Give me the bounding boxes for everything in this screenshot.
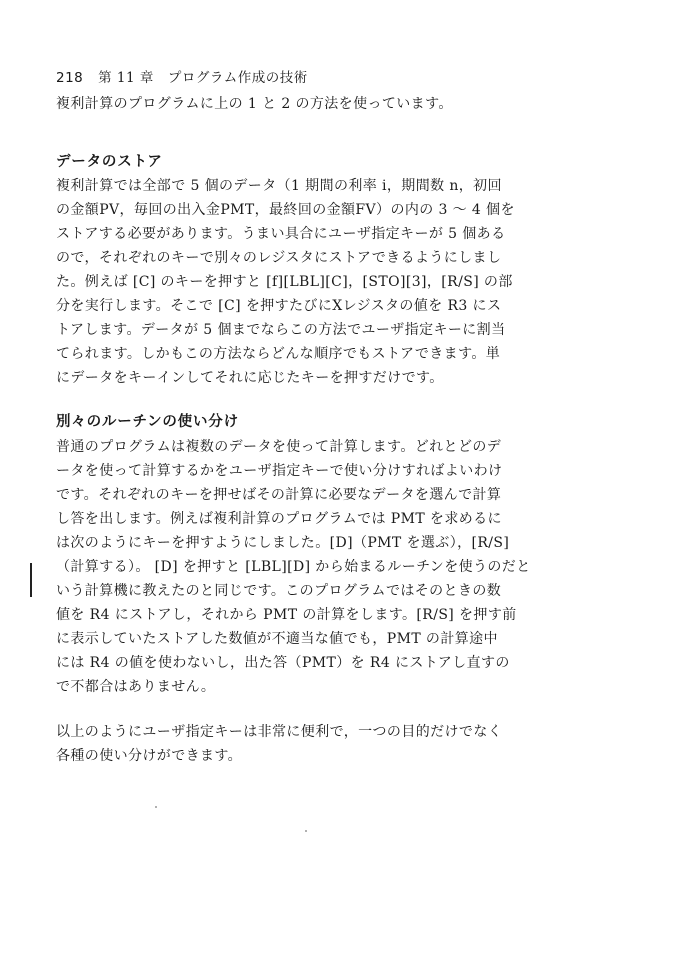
closing-line: 以上のようにユーザ指定キーは非常に便利で，一つの目的だけでなく [56, 724, 503, 740]
section1-line: にデータをキーインしてそれに応じたキーを押すだけです。 [56, 370, 444, 386]
section2-line: ータを使って計算するかをユーザ指定キーで使い分けすればよいわけ [56, 463, 503, 479]
section1-line: てられます。しかもこの方法ならどんな順序でもストアできます。単 [56, 346, 501, 362]
section1-line: トアします。データが 5 個までならこの方法でユーザ指定キーに割当 [56, 322, 506, 338]
closing-line: 各種の使い分けができます。 [56, 748, 243, 764]
section2-line: で不都合はありません。 [56, 679, 216, 695]
section2-line: （計算する）。 [D] を押すと [LBL][D] から始まるルーチンを使うのだと [56, 559, 531, 575]
scan-speck [155, 806, 157, 808]
section1-line: た。例えば [C] のキーを押すと [f][LBL][C]，[STO][3]，[R/S] の部 [56, 274, 513, 290]
chapter-title: 第 11 章 プログラム作成の技術 [98, 70, 308, 86]
section2-line: に表示していたストアした数値が不適当な値でも，PMT の計算途中 [56, 631, 498, 647]
section1-line: 複利計算では全部で 5 個のデータ（1 期間の利率 i，期間数 n，初回 [56, 178, 502, 194]
section1-line: ので，それぞれのキーで別々のレジスタにストアできるようにしまし [56, 250, 502, 266]
section2-line: 値を R4 にストアし，それから PMT の計算をします。[R/S] を押す前 [56, 607, 517, 623]
running-header [56, 66, 308, 86]
intro-paragraph: 複利計算のプログラムに上の 1 と 2 の方法を使っています。 [56, 96, 453, 112]
section2-line: は次のようにキーを押すようにしました。[D]（PMT を選ぶ），[R/S] [56, 535, 510, 551]
section1-line: の金額PV，毎回の出入金PMT，最終回の金額FV）の内の 3 ～ 4 個を [56, 202, 515, 218]
section2-line: し答を出します。例えば複利計算のプログラムでは PMT を求めるに [56, 511, 502, 527]
section1-line: ストアする必要があります。うまい具合にユーザ指定キーが 5 個ある [56, 226, 506, 242]
section1-line: 分を実行します。そこで [C] を押すたびにXレジスタの値を R3 にス [56, 298, 502, 314]
section2-line: です。それぞれのキーを押せばその計算に必要なデータを選んで計算 [56, 487, 502, 503]
section-heading-routine-selection: 別々のルーチンの使い分け [56, 413, 239, 430]
section2-line: 普通のプログラムは複数のデータを使って計算します。どれとどのデ [56, 439, 502, 455]
scan-speck [305, 830, 307, 832]
margin-change-bar [30, 563, 32, 597]
page-number: 218 [56, 70, 84, 86]
section2-line: いう計算機に教えたのと同じです。このプログラムではそのときの数 [56, 583, 502, 599]
section-heading-data-store: データのストア [56, 153, 163, 170]
section2-line: には R4 の値を使わないし，出た答（PMT）を R4 にストアし直すの [56, 655, 510, 671]
